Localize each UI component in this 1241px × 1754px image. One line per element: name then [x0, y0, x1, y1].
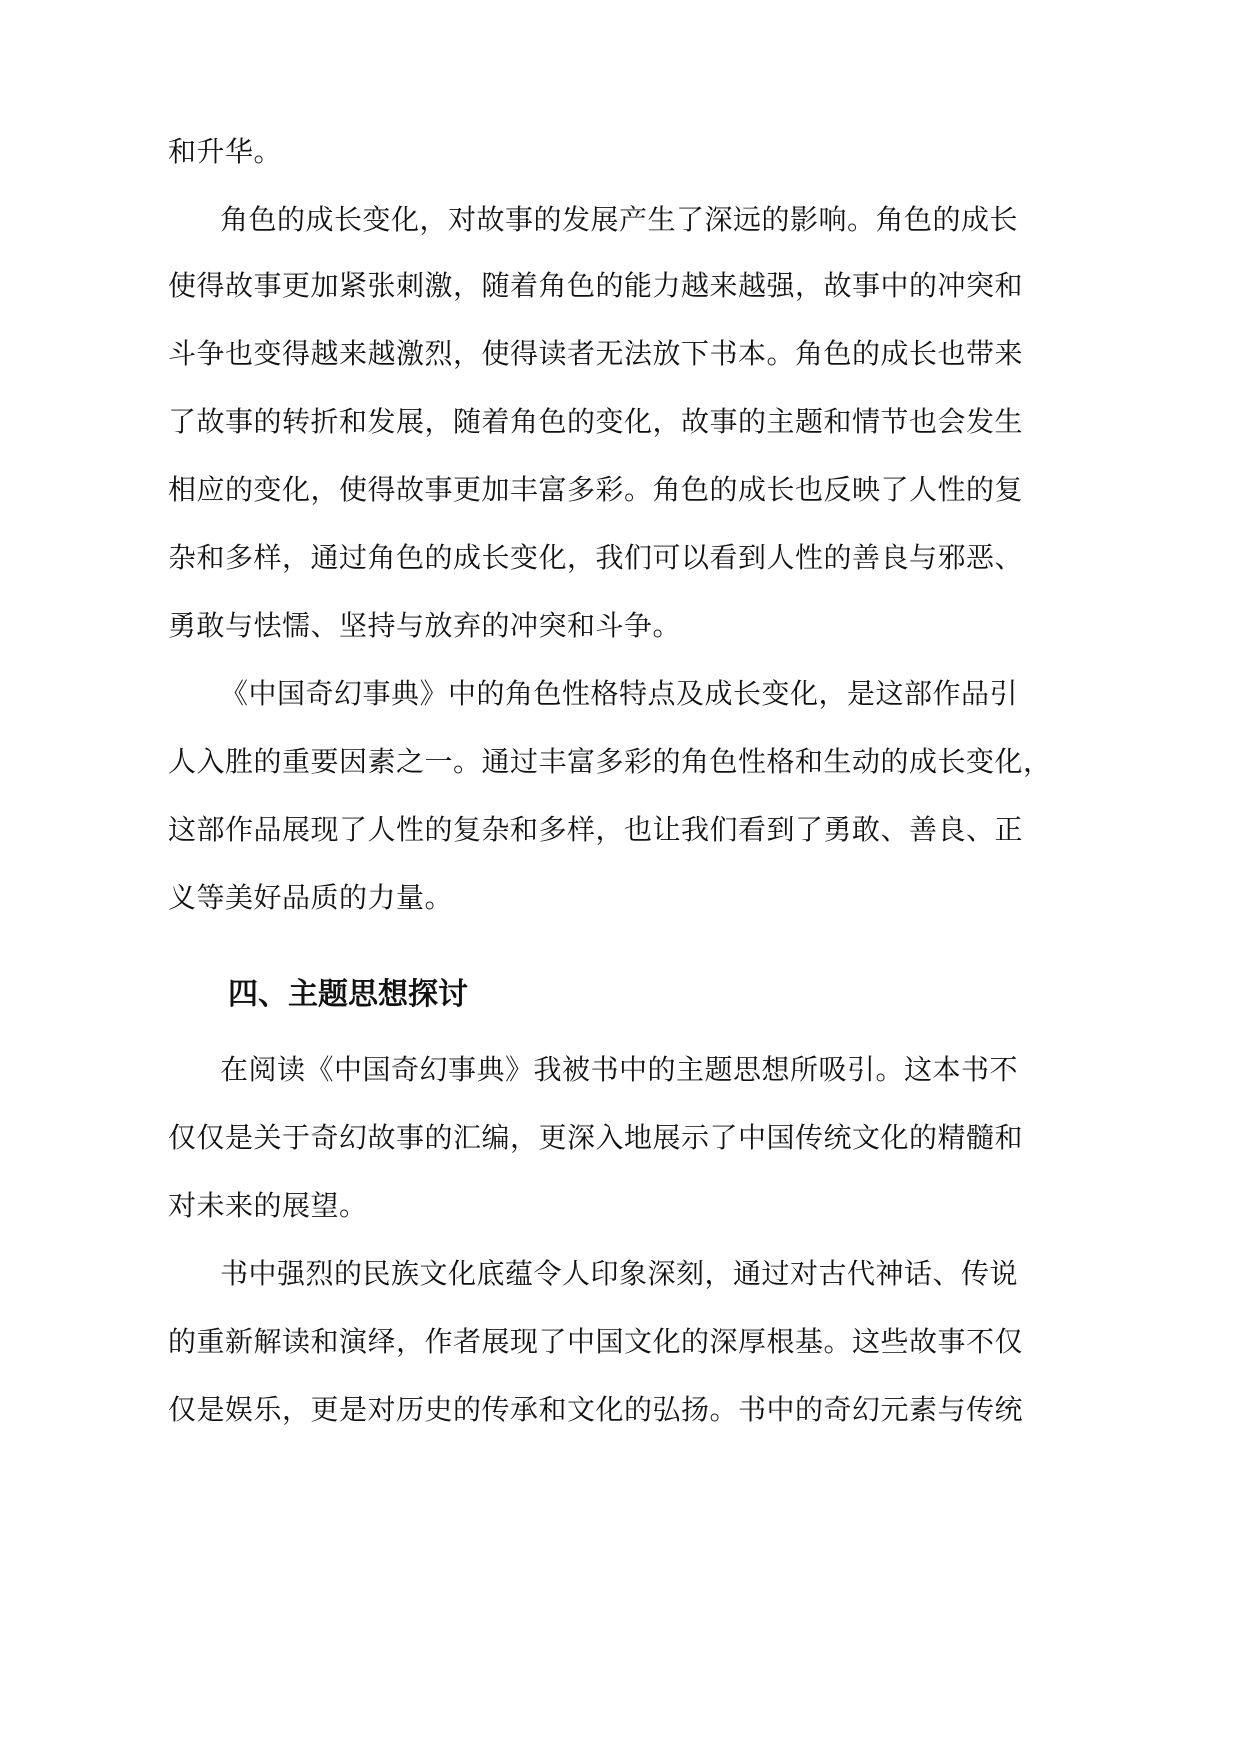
paragraph-line: 勇敢与怯懦、坚持与放弃的冲突和斗争。 — [168, 609, 682, 642]
section-heading: 四、主题思想探讨 — [228, 977, 468, 1012]
paragraph-line: 这部作品展现了人性的复杂和多样，也让我们看到了勇敢、善良、正 — [168, 813, 1024, 846]
paragraph-line: 杂和多样，通过角色的成长变化，我们可以看到人性的善良与邪恶、 — [168, 541, 1024, 574]
paragraph-line: 书中强烈的民族文化底蕴令人印象深刻，通过对古代神话、传说 — [220, 1257, 1019, 1290]
paragraph-line: 义等美好品质的力量。 — [168, 881, 454, 914]
paragraph-continuation-line: 和升华。 — [168, 135, 283, 168]
paragraph-line: 相应的变化，使得故事更加丰富多彩。角色的成长也反映了人性的复 — [168, 473, 1024, 506]
paragraph-line: 人入胜的重要因素之一。通过丰富多彩的角色性格和生动的成长变化， — [168, 745, 1052, 778]
paragraph-line: 仅是娱乐，更是对历史的传承和文化的弘扬。书中的奇幻元素与传统 — [168, 1393, 1024, 1426]
paragraph-line: 使得故事更加紧张刺激，随着角色的能力越来越强，故事中的冲突和 — [168, 269, 1024, 302]
paragraph-line: 仅仅是关于奇幻故事的汇编，更深入地展示了中国传统文化的精髓和 — [168, 1121, 1024, 1154]
paragraph-line: 了故事的转折和发展，随着角色的变化，故事的主题和情节也会发生 — [168, 405, 1024, 438]
paragraph-line: 在阅读《中国奇幻事典》我被书中的主题思想所吸引。这本书不 — [220, 1053, 1019, 1086]
paragraph-line: 斗争也变得越来越激烈，使得读者无法放下书本。角色的成长也带来 — [168, 337, 1024, 370]
paragraph-line: 《中国奇幻事典》中的角色性格特点及成长变化，是这部作品引 — [220, 677, 1019, 710]
paragraph-line: 对未来的展望。 — [168, 1189, 368, 1222]
paragraph-line: 角色的成长变化，对故事的发展产生了深远的影响。角色的成长 — [220, 203, 1019, 236]
paragraph-line: 的重新解读和演绎，作者展现了中国文化的深厚根基。这些故事不仅 — [168, 1325, 1024, 1358]
